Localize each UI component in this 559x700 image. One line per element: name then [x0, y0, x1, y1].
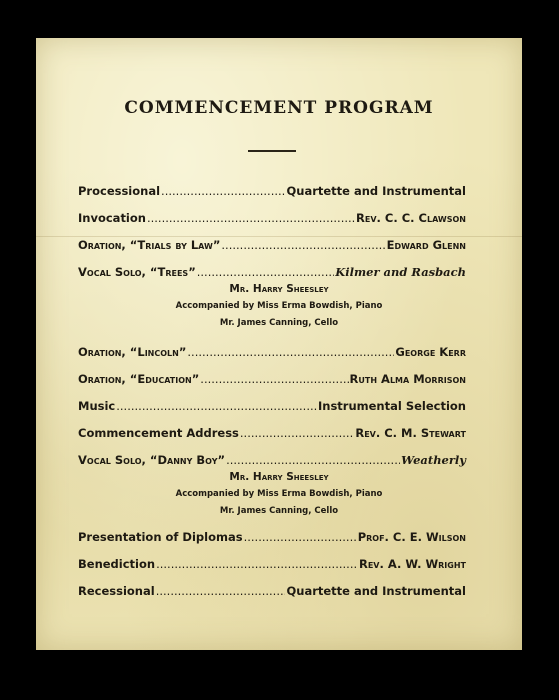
program-item: Music	[78, 399, 116, 413]
program-item: Oration, “Lincoln”	[78, 345, 187, 359]
program-row-presentation-of-diplomas	[78, 530, 466, 544]
title-divider	[248, 150, 296, 152]
paper-crease	[36, 236, 522, 237]
program-value: Prof. C. E. Wilson	[357, 530, 466, 544]
dot-leader	[226, 453, 400, 467]
program-value: Quartette and Instrumental	[286, 584, 466, 598]
program-item: Vocal Solo, “Trees”	[78, 265, 196, 279]
program-row-benediction	[78, 557, 466, 571]
program-row-commencement-address	[78, 426, 466, 440]
program-value: Weatherly	[401, 453, 466, 467]
program-value: Ruth Alma Morrison	[349, 372, 466, 386]
program-value: Instrumental Selection	[317, 399, 466, 413]
page-title: COMMENCEMENT PROGRAM	[124, 98, 434, 118]
program-item: Processional	[78, 184, 161, 198]
program-row-recessional	[78, 584, 466, 598]
dot-leader	[187, 345, 394, 359]
program-item: Recessional	[78, 584, 155, 598]
dot-leader	[197, 265, 335, 279]
program-value: Quartette and Instrumental	[286, 184, 466, 198]
dot-leader	[240, 426, 354, 440]
dot-leader	[156, 584, 286, 598]
program-row-vocal-solo-trees	[78, 265, 466, 279]
program-row-music	[78, 399, 466, 413]
program-row-oration-trials	[78, 238, 466, 252]
program-value: Edward Glenn	[386, 238, 466, 252]
program-item: Commencement Address	[78, 426, 239, 440]
accompaniment-line: Accompanied by Miss Erma Bowdish, Piano	[175, 489, 383, 499]
program-value: Rev. A. W. Wright	[358, 557, 466, 571]
program-row-invocation	[78, 211, 466, 225]
program-value: Rev. C. C. Clawson	[356, 211, 466, 225]
dot-leader	[147, 211, 355, 225]
accompaniment-line: Accompanied by Miss Erma Bowdish, Piano	[175, 301, 383, 311]
program-row-processional	[78, 184, 466, 198]
program-item: Vocal Solo, “Danny Boy”	[78, 453, 226, 467]
program-item: Oration, “Trials by Law”	[78, 238, 221, 252]
program-item: Presentation of Diplomas	[78, 530, 243, 544]
dot-leader	[244, 530, 357, 544]
program-sheet	[36, 38, 522, 650]
program-row-vocal-solo-danny-boy	[78, 453, 466, 467]
program-value: Rev. C. M. Stewart	[355, 426, 466, 440]
accompaniment-line: Mr. James Canning, Cello	[219, 318, 339, 328]
program-value: Kilmer and Rasbach	[335, 265, 466, 279]
dot-leader	[200, 372, 348, 386]
program-item: Invocation	[78, 211, 146, 225]
performer-name: Mr. Harry Sheesley	[229, 283, 329, 295]
accompaniment-line: Mr. James Canning, Cello	[219, 506, 339, 516]
program-item: Benediction	[78, 557, 156, 571]
program-row-oration-education	[78, 372, 466, 386]
program-row-oration-lincoln	[78, 345, 466, 359]
program-value: George Kerr	[395, 345, 466, 359]
dot-leader	[221, 238, 385, 252]
dot-leader	[116, 399, 317, 413]
dot-leader	[161, 184, 285, 198]
dot-leader	[156, 557, 358, 571]
program-item: Oration, “Education”	[78, 372, 200, 386]
performer-name: Mr. Harry Sheesley	[229, 471, 329, 483]
